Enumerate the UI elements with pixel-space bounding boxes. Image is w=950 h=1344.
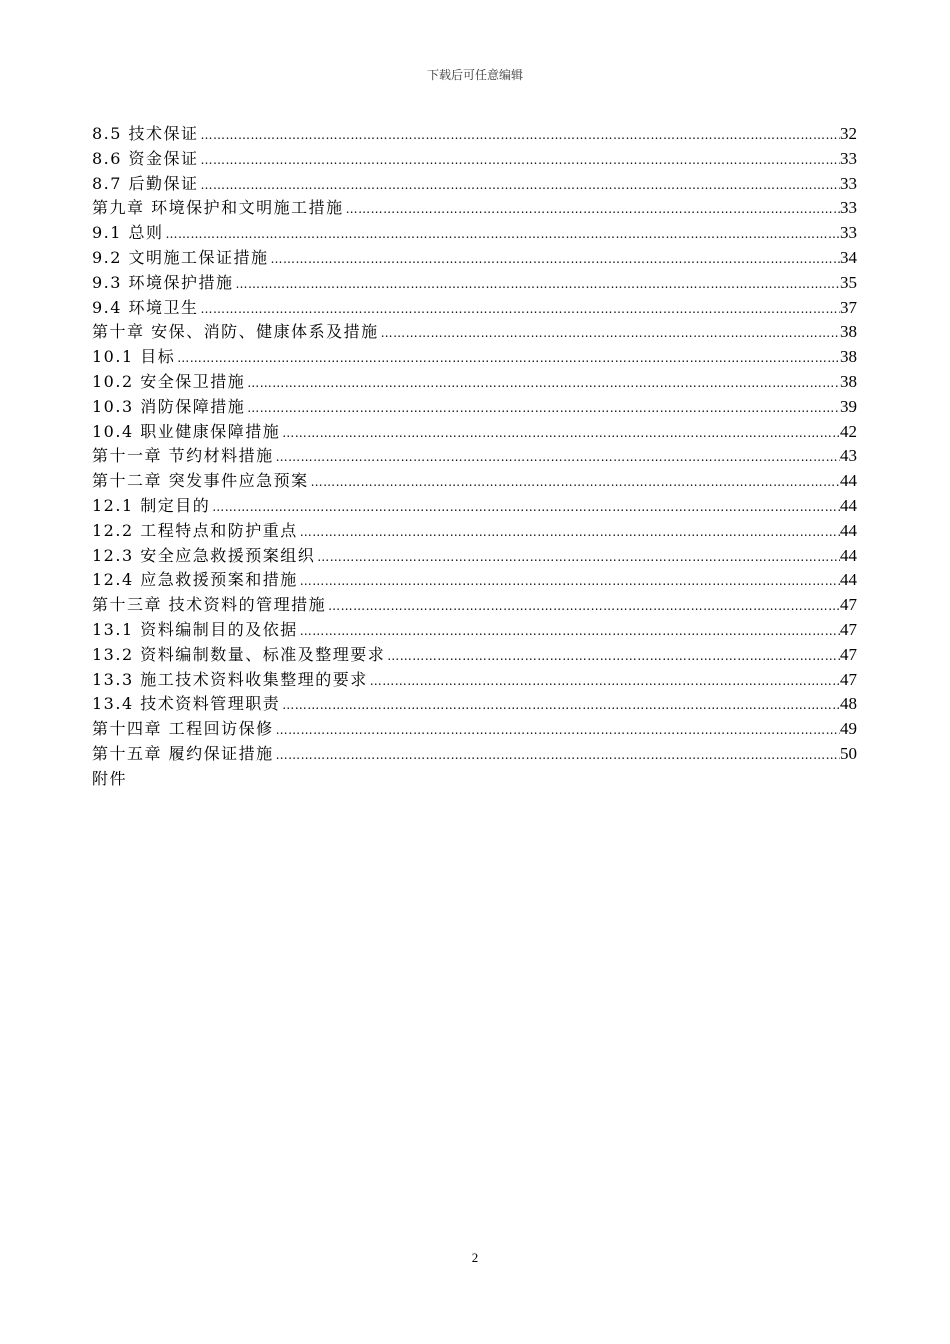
toc-leader-dots bbox=[385, 644, 840, 669]
toc-entry[interactable] bbox=[92, 221, 857, 246]
toc-entry-page: 39 bbox=[840, 396, 857, 416]
toc-leader-dots bbox=[315, 545, 840, 570]
toc-leader-dots bbox=[298, 619, 840, 644]
toc-entry-page: 37 bbox=[840, 297, 857, 317]
toc-entry[interactable] bbox=[92, 469, 857, 494]
toc-leader-dots bbox=[298, 569, 840, 594]
toc-entry-label: 10.4 职业健康保障措施 bbox=[92, 421, 281, 441]
toc-entry[interactable] bbox=[92, 370, 857, 395]
toc-leader-dots bbox=[280, 693, 840, 718]
toc-leader-dots bbox=[326, 594, 840, 619]
toc-entry-label: 9.2 文明施工保证措施 bbox=[92, 247, 269, 267]
toc-leader-dots bbox=[164, 222, 840, 247]
toc-leader-dots bbox=[344, 197, 840, 222]
toc-entry[interactable] bbox=[92, 742, 857, 767]
toc-entry-label: 第十五章 履约保证措施 bbox=[92, 743, 274, 763]
toc-entry[interactable] bbox=[92, 668, 857, 693]
toc-entry[interactable] bbox=[92, 717, 857, 742]
toc-leader-dots bbox=[245, 396, 840, 421]
toc-entry[interactable] bbox=[92, 420, 857, 445]
toc-entry-label: 第十章 安保、消防、健康体系及措施 bbox=[92, 322, 379, 342]
toc-entry[interactable] bbox=[92, 196, 857, 221]
toc-entry-label: 10.2 安全保卫措施 bbox=[92, 371, 246, 391]
toc-entry-label: 8.5 技术保证 bbox=[92, 124, 199, 143]
toc-leader-dots bbox=[379, 321, 840, 346]
table-of-contents bbox=[92, 122, 857, 792]
toc-entry-page: 32 bbox=[840, 124, 857, 143]
toc-entry-page: 47 bbox=[840, 669, 857, 689]
toc-entry-label: 第十一章 节约材料措施 bbox=[92, 446, 274, 466]
toc-entry[interactable] bbox=[92, 568, 857, 593]
toc-leader-dots bbox=[280, 421, 840, 446]
toc-entry-label: 12.1 制定目的 bbox=[92, 495, 211, 515]
toc-leader-dots bbox=[199, 123, 840, 148]
toc-entry[interactable] bbox=[92, 593, 857, 618]
toc-entry[interactable] bbox=[92, 444, 857, 469]
toc-entry-page: 43 bbox=[840, 446, 857, 466]
toc-entry-page: 44 bbox=[840, 495, 857, 515]
toc-entry[interactable] bbox=[92, 296, 857, 321]
toc-entry-page: 44 bbox=[840, 570, 857, 590]
toc-entry-page: 33 bbox=[840, 173, 857, 193]
toc-entry-label: 13.2 资料编制数量、标准及整理要求 bbox=[92, 644, 386, 664]
toc-entry-label: 第十三章 技术资料的管理措施 bbox=[92, 595, 327, 615]
toc-entry-page: 49 bbox=[840, 719, 857, 739]
toc-entry[interactable] bbox=[92, 246, 857, 271]
toc-entry-page: 44 bbox=[840, 520, 857, 540]
toc-leader-dots bbox=[199, 297, 840, 322]
toc-entry[interactable] bbox=[92, 494, 857, 519]
toc-entry-page: 44 bbox=[840, 545, 857, 565]
toc-entry-label: 13.3 施工技术资料收集整理的要求 bbox=[92, 669, 368, 689]
toc-entry-page: 48 bbox=[840, 694, 857, 714]
toc-entry-page: 33 bbox=[840, 223, 857, 243]
toc-entry-label: 8.6 资金保证 bbox=[92, 148, 199, 168]
page-header: 下载后可任意编辑 bbox=[426, 68, 523, 82]
toc-leader-dots bbox=[274, 743, 840, 768]
toc-leader-dots bbox=[245, 371, 840, 396]
toc-entry-label: 12.3 安全应急救援预案组织 bbox=[92, 545, 316, 565]
toc-entry[interactable] bbox=[92, 544, 857, 569]
toc-entry[interactable] bbox=[92, 345, 857, 370]
toc-entry-label: 9.3 环境保护措施 bbox=[92, 272, 234, 292]
toc-leader-dots bbox=[309, 470, 840, 495]
toc-entry-label: 12.2 工程特点和防护重点 bbox=[92, 520, 298, 540]
toc-entry-page: 38 bbox=[840, 371, 857, 391]
toc-leader-dots bbox=[368, 669, 840, 694]
toc-leader-dots bbox=[210, 495, 840, 520]
toc-entry[interactable] bbox=[92, 395, 857, 420]
toc-entry[interactable] bbox=[92, 122, 857, 147]
toc-entry-label: 第九章 环境保护和文明施工措施 bbox=[92, 198, 344, 218]
toc-entry-label: 第十二章 突发事件应急预案 bbox=[92, 471, 309, 491]
toc-entry-page: 44 bbox=[840, 471, 857, 491]
toc-entry[interactable] bbox=[92, 519, 857, 544]
toc-entry-page: 50 bbox=[840, 743, 857, 763]
toc-leader-dots bbox=[234, 272, 840, 297]
toc-entry-label: 9.4 环境卫生 bbox=[92, 297, 199, 317]
toc-entry[interactable] bbox=[92, 147, 857, 172]
toc-entry-label: 第十四章 工程回访保修 bbox=[92, 719, 274, 739]
toc-leader-dots bbox=[274, 445, 840, 470]
toc-entry-label: 12.4 应急救援预案和措施 bbox=[92, 570, 298, 590]
toc-entry[interactable] bbox=[92, 172, 857, 197]
toc-entry-label: 13.1 资料编制目的及依据 bbox=[92, 619, 298, 639]
toc-entry[interactable] bbox=[92, 767, 857, 792]
toc-entry-label: 8.7 后勤保证 bbox=[92, 173, 199, 193]
toc-entry[interactable] bbox=[92, 692, 857, 717]
toc-entry-page: 33 bbox=[840, 148, 857, 168]
toc-entry[interactable] bbox=[92, 618, 857, 643]
toc-leader-dots bbox=[298, 520, 840, 545]
toc-leader-dots bbox=[199, 148, 840, 173]
toc-entry-page: 42 bbox=[840, 421, 857, 441]
toc-leader-dots bbox=[175, 346, 840, 371]
toc-entry-label: 10.3 消防保障措施 bbox=[92, 396, 246, 416]
toc-leader-dots bbox=[269, 247, 840, 272]
toc-entry[interactable] bbox=[92, 643, 857, 668]
toc-entry-page: 34 bbox=[840, 247, 857, 267]
toc-entry-page: 47 bbox=[840, 619, 857, 639]
toc-entry[interactable] bbox=[92, 320, 857, 345]
toc-entry[interactable] bbox=[92, 271, 857, 296]
toc-entry-label: 9.1 总则 bbox=[92, 223, 164, 243]
toc-entry-page: 47 bbox=[840, 595, 857, 615]
toc-leader-dots bbox=[274, 718, 840, 743]
page-number: 2 bbox=[471, 1250, 479, 1265]
toc-entry-page: 38 bbox=[840, 347, 857, 367]
toc-entry-page: 35 bbox=[840, 272, 857, 292]
toc-leader-dots bbox=[199, 173, 840, 198]
toc-entry-label: 13.4 技术资料管理职责 bbox=[92, 694, 281, 714]
toc-entry-label: 附件 bbox=[92, 768, 128, 788]
toc-entry-page: 33 bbox=[840, 198, 857, 218]
toc-entry-page: 47 bbox=[840, 644, 857, 664]
toc-entry-label: 10.1 目标 bbox=[92, 347, 176, 367]
toc-entry-page: 38 bbox=[840, 322, 857, 342]
